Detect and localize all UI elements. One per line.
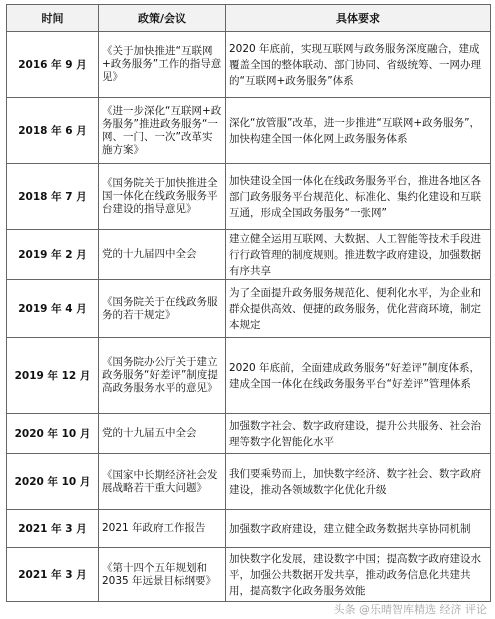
table-row (7, 338, 491, 414)
table-row (7, 414, 491, 454)
cell-time: 2019 年 12 月 (7, 338, 99, 414)
cell-time: 2020 年 10 月 (7, 454, 99, 510)
cell-time: 2016 年 9 月 (7, 32, 99, 98)
table-row (7, 454, 491, 510)
cell-requirement: 我们要乘势而上，加快数字经济、数字社会、数字政府建设，推动各领域数字化优化升级 (226, 454, 491, 510)
header-requirement: 具体要求 (226, 5, 491, 32)
cell-requirement: 加快数字化发展，建设数字中国；提高数字政府建设水平，加强公共数据开发共享，推动政务信息化共建共用，提高数字化政务服务效能 (226, 548, 491, 602)
cell-requirement: 加快建设全国一体化在线政务服务平台，推进各地区各部门政务服务平台规范化、标准化、集约化建设和互联互通，形成全国政务服务“一张网” (226, 164, 491, 230)
cell-time: 2018 年 6 月 (7, 98, 99, 164)
cell-requirement: 加强数字社会、数字政府建设，提升公共服务、社会治理等数字化智能化水平 (226, 414, 491, 454)
cell-time: 2021 年 3 月 (7, 548, 99, 602)
cell-requirement: 深化“放管服”改革，进一步推进“互联网+政务服务”，加快构建全国一体化网上政务服务体系 (226, 98, 491, 164)
cell-requirement: 2020 年底前，实现互联网与政务服务深度融合，建成覆盖全国的整体联动、部门协同、省级统筹、一网办理的“互联网+政务服务”体系 (226, 32, 491, 98)
table-header-row (7, 5, 491, 32)
cell-time: 2020 年 10 月 (7, 414, 99, 454)
cell-time: 2021 年 3 月 (7, 510, 99, 548)
header-policy: 政策/会议 (99, 5, 226, 32)
cell-requirement: 建立健全运用互联网、大数据、人工智能等技术手段进行行政管理的制度规则。推进数字政府建设，加强数据有序共享 (226, 230, 491, 280)
table-row (7, 164, 491, 230)
policy-table-container (6, 4, 490, 602)
table-row (7, 280, 491, 338)
cell-requirement: 加强数字政府建设，建立健全政务数据共享协同机制 (226, 510, 491, 548)
cell-requirement: 为了全面提升政务服务规范化、便利化水平，为企业和群众提供高效、便捷的政务服务，优化营商环境，制定本规定 (226, 280, 491, 338)
cell-policy: 党的十九届五中全会 (99, 414, 226, 454)
cell-policy: 《进一步深化“互联网+政务服务”推进政务服务“一网、一门、一次”改革实施方案》 (99, 98, 226, 164)
cell-time: 2019 年 2 月 (7, 230, 99, 280)
table-row (7, 548, 491, 602)
cell-policy: 《国家中长期经济社会发展战略若干重大问题》 (99, 454, 226, 510)
table-row (7, 230, 491, 280)
cell-requirement: 2020 年底前，全面建成政务服务“好差评”制度体系，建成全国一体化在线政务服务平台“好差评”管理体系 (226, 338, 491, 414)
cell-time: 2018 年 7 月 (7, 164, 99, 230)
cell-policy: 2021 年政府工作报告 (99, 510, 226, 548)
cell-policy: 《国务院关于加快推进全国一体化在线政务服务平台建设的指导意见》 (99, 164, 226, 230)
cell-policy: 《关于加快推进“互联网+政务服务”工作的指导意见》 (99, 32, 226, 98)
cell-policy: 《第十四个五年规划和 2035 年远景目标纲要》 (99, 548, 226, 602)
table-row (7, 32, 491, 98)
cell-policy: 《国务院关于在线政务服务的若干规定》 (99, 280, 226, 338)
cell-policy: 《国务院办公厅关于建立政务服务“好差评”制度提高政务服务水平的意见》 (99, 338, 226, 414)
watermark-text: 头条 @乐晴智库精选 经济 评论 (333, 603, 487, 616)
table-row (7, 510, 491, 548)
policy-table (6, 4, 491, 602)
header-time: 时间 (7, 5, 99, 32)
cell-time: 2019 年 4 月 (7, 280, 99, 338)
table-row (7, 98, 491, 164)
cell-policy: 党的十九届四中全会 (99, 230, 226, 280)
